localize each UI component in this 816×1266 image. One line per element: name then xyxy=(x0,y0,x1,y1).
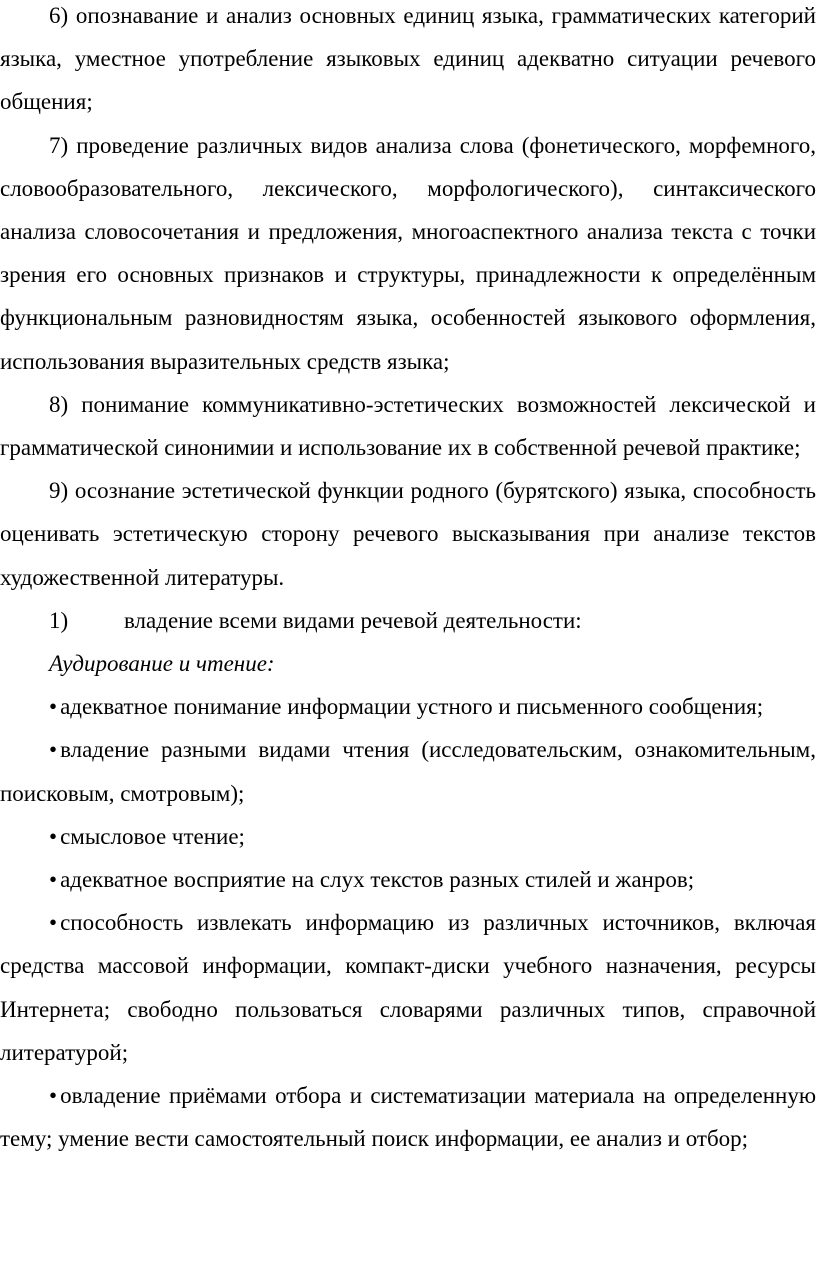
paragraph-8: 8) понимание коммуникативно-эстетических возможностей лексической и грамматической синонимии и использование их в собственной речевой практике; xyxy=(0,391,816,461)
paragraph-6: 6) опознавание и анализ основных единиц языка, грамматических категорий языка, уместное употребление языковых единиц адекватно ситуации речевого общения; xyxy=(0,3,816,115)
bullet-icon: • xyxy=(49,910,58,936)
bullet-icon: • xyxy=(49,737,58,763)
bullet-icon: • xyxy=(49,867,58,893)
paragraph-7: 7) проведение различных видов анализа слова (фонетического, морфемного, словообразовательного, лексического, морфологического), синтаксического анализа словосочетания и предложения, многоаспектного анализа текста с точки зрения его основных признаков и структуры, принадлежности к определённым функциональным разновидностям языка, особенностей языкового оформления, использования выразительных средств языка; xyxy=(0,132,816,374)
bullet-item xyxy=(0,815,816,858)
bullet-item xyxy=(0,685,816,728)
bullet-icon: • xyxy=(49,694,58,720)
bullet-item xyxy=(0,901,816,1074)
bullet-text: владение разными видами чтения (исследовательским, ознакомительным, поисковым, смотровым); xyxy=(0,737,816,806)
bullet-text: овладение приёмами отбора и систематизации материала на определенную тему; умение вести самостоятельный поиск информации, ее анализ и отбор; xyxy=(0,1083,816,1152)
bullet-item xyxy=(0,858,816,901)
bullet-item xyxy=(0,1074,816,1160)
bullet-text: способность извлекать информацию из различных источников, включая средства массовой информации, компакт-диски учебного назначения, ресурсы Интернета; свободно пользоваться словарями различных типов, справочной литературой; xyxy=(0,910,816,1065)
section-heading: Аудирование и чтение: xyxy=(49,651,275,677)
bullet-item xyxy=(0,728,816,814)
numbered-item-number: 1) xyxy=(49,607,69,633)
numbered-item-text: владение всеми видами речевой деятельности: xyxy=(124,607,582,633)
bullet-icon: • xyxy=(49,1083,58,1109)
bullet-text: адекватное восприятие на слух текстов разных стилей и жанров; xyxy=(60,867,695,893)
bullet-text: смысловое чтение; xyxy=(60,823,245,849)
bullet-icon: • xyxy=(49,823,58,849)
paragraph-9: 9) осознание эстетической функции родного (бурятского) языка, способность оценивать эстетическую сторону речевого высказывания при анализе текстов художественной литературы. xyxy=(0,478,816,590)
bullet-text: адекватное понимание информации устного и письменного сообщения; xyxy=(60,694,764,720)
numbered-item xyxy=(0,599,816,642)
